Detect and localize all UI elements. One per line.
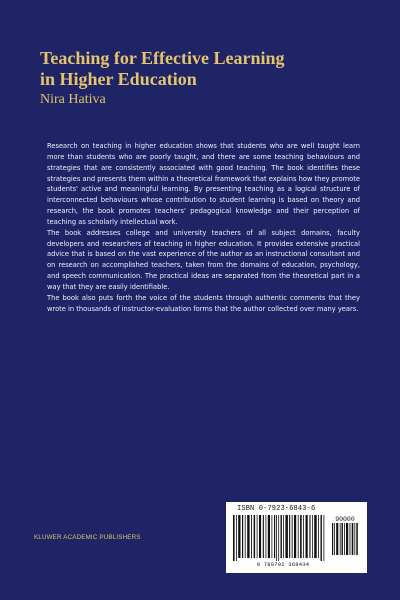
barcode-block <box>226 502 367 573</box>
ean-barcode <box>232 515 328 561</box>
back-cover-description <box>47 141 360 315</box>
title-line-1: Teaching for Effective Learning <box>40 48 285 68</box>
title-line-2: in Higher Education <box>40 69 197 89</box>
description-paragraph-2: The book addresses college and university teachers of all subject domains, faculty developers and researchers of teaching in higher education. It provides extensive practical advice that is based on the vast experience of the author as an instructional consultant and on research on accomplished teachers, taken from the domains of education, psychology, and speech communication. The practical ideas are separated from the theoretical part in a way that they are easily identifiable. <box>47 228 360 291</box>
barcode-number: 9 780792 368434 <box>256 561 310 568</box>
author-name: Nira Hativa <box>40 92 106 107</box>
barcode-addon-number: 90000 <box>335 516 355 523</box>
isbn-text: ISBN 0-7923-6843-6 <box>237 505 316 513</box>
barcode-addon <box>331 515 359 555</box>
description-paragraph-1: Research on teaching in higher education shows that students who are well taught learn more than students who are poorly taught, and there are some teaching behaviours and strategies that are consistently associated with good teaching. The book identifies these strategies and presents them within a theoretical framework that explains how they promote students' active and meaningful learning. By presenting teaching as a logical structure of interconnected behaviours whose contribution to student learning is based on theory and research, the book promotes teachers' pedagogical knowledge and their perception of teaching as scholarly intellectual work. <box>47 142 360 226</box>
book-title <box>40 48 370 90</box>
description-paragraph-3: The book also puts forth the voice of the students through authentic comments that they wrote in thousands of instructor-evaluation forms that the author collected over many years. <box>47 293 360 313</box>
publisher-name: KLUWER ACADEMIC PUBLISHERS <box>34 534 141 541</box>
